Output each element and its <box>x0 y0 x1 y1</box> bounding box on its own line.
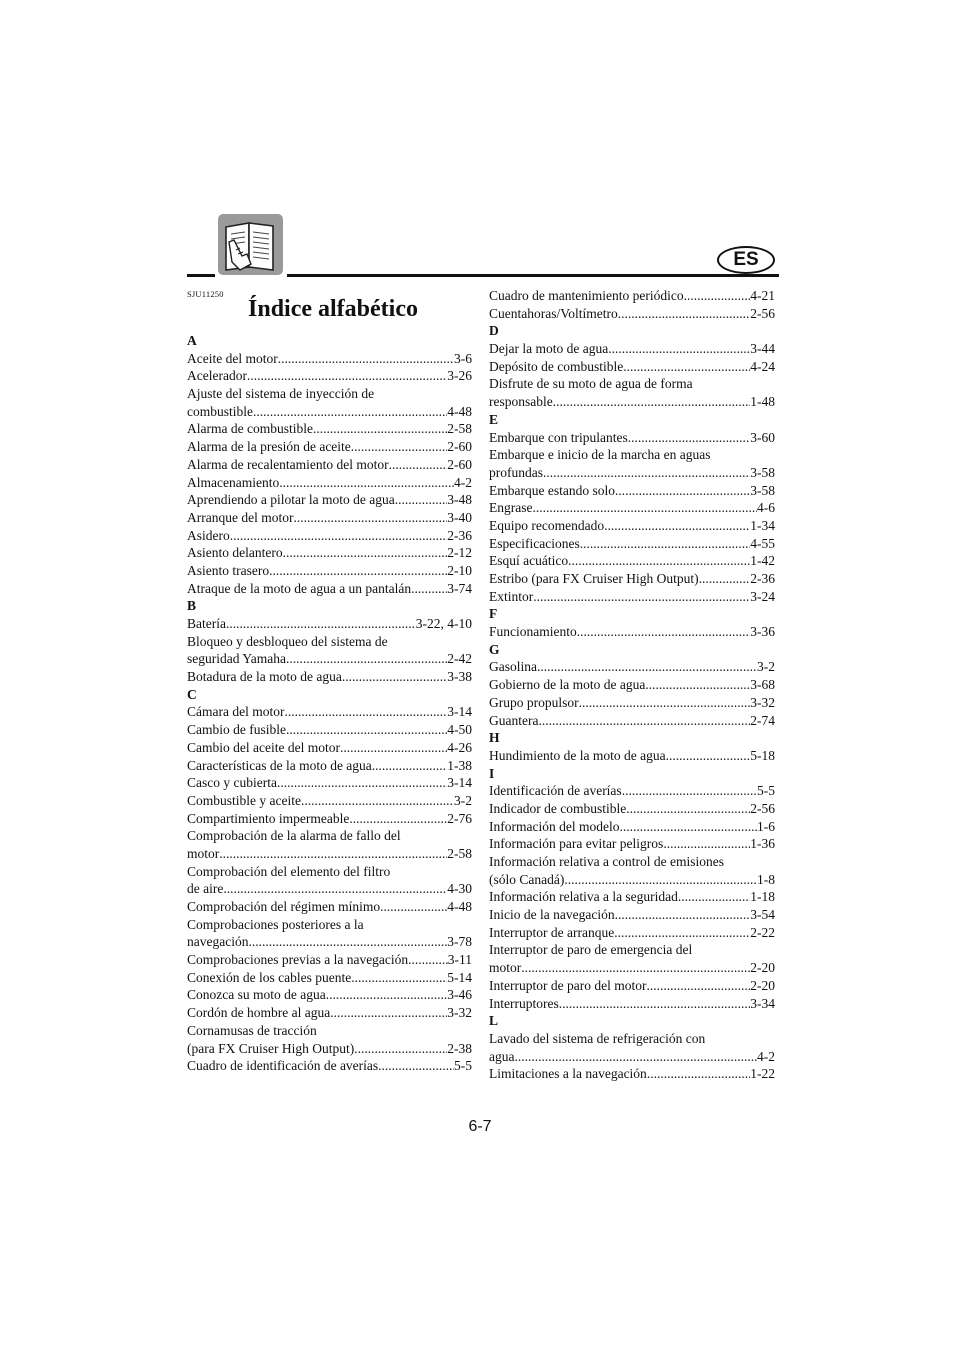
index-entry-text: Alarma de recalentamiento del motor <box>187 456 389 472</box>
index-entry-text: Embarque estando solo <box>489 482 615 498</box>
index-entry-text: Cuadro de mantenimiento periódico <box>489 288 684 303</box>
index-column-left <box>187 332 472 1075</box>
dot-leader <box>378 1057 454 1075</box>
dot-leader <box>618 305 751 323</box>
index-entry-text: Asiento trasero <box>187 562 270 578</box>
index-entry-page: 2-42 <box>447 651 472 667</box>
index-letter-heading: E <box>489 411 499 427</box>
index-entry-page: 4-21 <box>750 288 775 303</box>
index-entry <box>187 367 472 385</box>
index-entry-page: 1-48 <box>750 394 775 410</box>
index-entry-page: 1-6 <box>757 818 775 834</box>
dot-leader <box>351 969 447 987</box>
dot-leader <box>283 544 448 562</box>
index-entry <box>489 340 775 358</box>
index-entry-text: Cambio de fusible <box>187 722 286 738</box>
language-badge: ES <box>717 246 775 274</box>
index-entry <box>489 782 775 800</box>
index-entry-text: Aceite del motor <box>187 350 278 366</box>
index-entry-text: Cornamusas de tracción <box>187 1022 317 1038</box>
index-entry-page: 3-38 <box>447 669 472 685</box>
dot-leader <box>684 287 751 305</box>
index-entry-text: Disfrute de su moto de agua de forma <box>489 376 693 392</box>
index-entry-page: 3-74 <box>447 580 472 596</box>
index-entry-text: Bloqueo y desbloqueo del sistema de <box>187 633 388 649</box>
index-entry <box>187 933 472 951</box>
dot-leader <box>395 491 448 509</box>
index-entry-text: Atraque de la moto de agua a un pantalán <box>187 580 412 596</box>
index-entry <box>187 1057 472 1075</box>
dot-leader <box>278 350 454 368</box>
index-entry-text: Batería <box>187 616 226 631</box>
index-entry-text: Compartimiento impermeable <box>187 810 350 826</box>
dot-leader <box>340 739 447 757</box>
dot-leader <box>559 995 751 1013</box>
index-entry-text: Funcionamiento <box>489 624 577 640</box>
index-entry-text: Almacenamiento <box>187 474 280 490</box>
index-entry-page: 2-38 <box>447 1040 472 1056</box>
index-entry-text: motor <box>489 960 522 976</box>
index-entry-text: Lavado del sistema de refrigeración con <box>489 1030 706 1046</box>
index-entry-text: Gasolina <box>489 659 537 675</box>
index-entry-page: 3-36 <box>750 624 775 640</box>
index-entry <box>489 835 775 853</box>
index-entry <box>489 676 775 694</box>
index-entry-page: 3-40 <box>447 509 472 525</box>
index-entry-text: Comprobación de la alarma de fallo del <box>187 828 401 844</box>
index-entry <box>187 986 472 1004</box>
dot-leader <box>351 438 447 456</box>
index-entry-text: Cámara del motor <box>187 704 285 720</box>
dot-leader <box>223 880 447 898</box>
dot-leader <box>286 721 447 739</box>
index-entry-page: 4-24 <box>750 358 775 374</box>
index-entry <box>187 969 472 987</box>
index-entry-text: Aprendiendo a pilotar la moto de agua <box>187 492 395 508</box>
index-entry <box>187 703 472 721</box>
dot-leader <box>538 712 750 730</box>
dot-leader <box>564 871 757 889</box>
dot-leader <box>614 924 750 942</box>
page-title: Índice alfabético <box>248 296 418 322</box>
index-entry-text: Información para evitar peligros <box>489 836 664 852</box>
index-entry-page: 2-60 <box>447 439 472 455</box>
index-entry-text: Interruptor de arranque <box>489 924 615 940</box>
index-entry <box>489 287 775 305</box>
index-entry-text: Combustible y aceite <box>187 792 301 808</box>
index-entry-page: 2-36 <box>447 527 472 543</box>
index-entry-text: Esquí acuático <box>489 553 569 569</box>
index-entry <box>489 499 775 517</box>
index-entry-page: 1-42 <box>750 553 775 569</box>
index-entry-text: Limitaciones a la navegación <box>489 1066 647 1082</box>
index-entry-page: 3-58 <box>750 464 775 480</box>
index-entry-text: Cuentahoras/Voltímetro <box>489 305 618 321</box>
index-entry <box>489 977 775 995</box>
dot-leader <box>277 774 447 792</box>
index-entry <box>187 491 472 509</box>
index-entry-text: Arranque del motor <box>187 509 294 525</box>
index-entry <box>489 694 775 712</box>
index-entry-page: 3-14 <box>447 775 472 791</box>
index-entry-text: Interruptor de paro de emergencia del <box>489 942 693 958</box>
dot-leader <box>579 694 751 712</box>
index-entry-text: Hundimiento de la moto de agua <box>489 747 666 763</box>
index-entry-page: 3-48 <box>447 492 472 508</box>
manual-book-pointing-hand-icon <box>218 214 283 275</box>
index-entry <box>187 951 472 969</box>
index-entry <box>489 570 775 588</box>
index-entry <box>187 615 472 633</box>
index-entry <box>489 888 775 906</box>
index-entry <box>187 562 472 580</box>
index-entry <box>489 658 775 676</box>
index-entry <box>489 464 775 482</box>
dot-leader <box>253 403 447 421</box>
index-entry-page: 5-5 <box>757 783 775 799</box>
index-entry-text: Inicio de la navegación <box>489 907 615 923</box>
dot-leader <box>663 835 750 853</box>
index-entry <box>489 393 775 411</box>
index-letter-heading: L <box>489 1013 499 1029</box>
page-number: 6-7 <box>468 1118 492 1135</box>
dot-leader <box>293 509 447 527</box>
index-entry-page: 2-10 <box>447 562 472 578</box>
index-entry-page: 1-34 <box>750 517 775 533</box>
section-code: SJU11250 <box>187 289 224 299</box>
index-entry <box>187 456 472 474</box>
index-entry <box>489 517 775 535</box>
index-entry <box>187 1004 472 1022</box>
index-entry-page: 2-60 <box>447 456 472 472</box>
dot-leader <box>623 358 750 376</box>
index-entry-page: 4-30 <box>447 881 472 897</box>
index-entry-text: Extintor <box>489 588 534 604</box>
index-letter-heading: B <box>187 598 197 614</box>
index-entry-page: 2-74 <box>750 712 775 728</box>
index-entry-page: 1-8 <box>757 871 775 887</box>
dot-leader <box>626 800 750 818</box>
index-entry-text: Comprobaciones posteriores a la <box>187 916 364 932</box>
dot-leader <box>301 792 454 810</box>
index-entry-text: Comprobaciones previas a la navegación <box>187 952 409 968</box>
index-entry <box>187 845 472 863</box>
index-entry-page: 4-26 <box>447 739 472 755</box>
index-entry <box>187 880 472 898</box>
dot-leader <box>645 676 750 694</box>
dot-leader <box>219 845 447 863</box>
dot-leader <box>313 420 447 438</box>
dot-leader <box>514 1048 757 1066</box>
index-entry-page: 2-76 <box>447 810 472 826</box>
index-entry-text: Asidero <box>187 527 230 543</box>
index-entry-text: Alarma de combustible <box>187 421 313 437</box>
index-entry-text: (para FX Cruiser High Output) <box>187 1040 355 1056</box>
index-entry <box>187 650 472 668</box>
index-entry <box>187 774 472 792</box>
index-entry-text: agua <box>489 1048 515 1064</box>
index-entry <box>489 623 775 641</box>
index-entry-text: Guantera <box>489 712 539 728</box>
index-entry <box>187 509 472 527</box>
index-entry-text: Comprobación del elemento del filtro <box>187 863 391 879</box>
index-entry-text: Identificación de averías <box>489 783 622 799</box>
index-entry <box>489 871 775 889</box>
index-entry <box>187 438 472 456</box>
dot-leader <box>537 658 757 676</box>
dot-leader <box>568 552 750 570</box>
index-entry-text: Conozca su moto de agua <box>187 987 326 1003</box>
index-entry <box>489 712 775 730</box>
index-entry-text: Embarque con tripulantes <box>489 429 628 445</box>
index-entry-page: 3-78 <box>447 934 472 950</box>
dot-leader <box>615 482 750 500</box>
dot-leader <box>619 818 757 836</box>
index-letter-heading: H <box>489 730 500 746</box>
dot-leader <box>666 747 751 765</box>
index-entry-page: 3-6 <box>454 350 472 366</box>
index-entry-text: Botadura de la moto de agua <box>187 669 342 685</box>
index-entry-text: Interruptor de paro del motor <box>489 977 647 993</box>
index-entry-page: 3-58 <box>750 482 775 498</box>
index-entry-page: 5-14 <box>447 969 472 985</box>
dot-leader <box>533 588 750 606</box>
index-entry <box>187 721 472 739</box>
dot-leader <box>342 668 447 686</box>
dot-leader <box>577 623 751 641</box>
index-entry-page: 5-18 <box>750 747 775 763</box>
index-entry-page: 2-20 <box>750 960 775 976</box>
index-entry-text: seguridad Yamaha <box>187 651 286 667</box>
index-entry-text: Información del modelo <box>489 818 620 834</box>
index-entry-page: 2-36 <box>750 571 775 586</box>
index-entry-text: Ajuste del sistema de inyección de <box>187 386 375 402</box>
dot-leader <box>269 562 447 580</box>
index-entry-page: 2-22 <box>750 924 775 940</box>
dot-leader <box>389 456 448 474</box>
index-entry <box>187 668 472 686</box>
dot-leader <box>628 429 751 447</box>
dot-leader <box>248 933 447 951</box>
index-entry-page: 3-32 <box>447 1005 472 1021</box>
index-entry <box>489 1065 775 1083</box>
dot-leader <box>678 888 750 906</box>
index-letter-heading: I <box>489 765 495 781</box>
dot-leader <box>604 517 750 535</box>
index-entry-page: 4-50 <box>447 722 472 738</box>
index-entry <box>187 739 472 757</box>
index-entry-page: 1-38 <box>447 757 472 773</box>
index-entry-page: 4-55 <box>750 535 775 551</box>
dot-leader <box>284 703 447 721</box>
index-entry-page: 2-12 <box>447 545 472 561</box>
index-entry <box>489 995 775 1013</box>
index-entry-text: Grupo propulsor <box>489 694 579 710</box>
index-entry-page: 3-24 <box>750 588 775 604</box>
index-entry-page: 2-58 <box>447 421 472 437</box>
index-entry <box>187 810 472 828</box>
index-entry-text: Características de la moto de agua <box>187 757 372 773</box>
index-entry <box>187 792 472 810</box>
index-entry <box>489 1048 775 1066</box>
dot-leader <box>608 340 750 358</box>
dot-leader <box>699 570 751 588</box>
dot-leader <box>411 580 447 598</box>
index-entry-page: 1-36 <box>750 836 775 852</box>
dot-leader <box>326 986 448 1004</box>
index-entry-text: Embarque e inicio de la marcha en aguas <box>489 447 711 463</box>
index-entry-page: 3-11 <box>447 952 472 968</box>
index-entry-page: 1-22 <box>750 1066 775 1082</box>
dot-leader <box>380 898 447 916</box>
index-entry <box>187 403 472 421</box>
index-entry-page: 3-22, 4-10 <box>415 616 472 631</box>
index-entry-text: Estribo (para FX Cruiser High Output) <box>489 571 699 586</box>
index-entry-page: 3-60 <box>750 429 775 445</box>
index-entry-page: 3-14 <box>447 704 472 720</box>
index-entry-page: 3-54 <box>750 907 775 923</box>
index-entry-text: Conexión de los cables puente <box>187 969 352 985</box>
index-entry <box>489 552 775 570</box>
index-entry-page: 2-58 <box>447 845 472 861</box>
index-entry-text: Asiento delantero <box>187 545 283 561</box>
index-entry <box>187 544 472 562</box>
index-entry-text: Comprobación del régimen mínimo <box>187 899 381 914</box>
dot-leader <box>349 810 447 828</box>
index-entry <box>489 800 775 818</box>
dot-leader <box>553 393 751 411</box>
index-entry-page: 2-56 <box>750 305 775 321</box>
index-entry <box>187 527 472 545</box>
index-entry-text: profundas <box>489 464 543 480</box>
index-entry-text: Cordón de hombre al agua <box>187 1005 331 1021</box>
index-entry-text: Indicador de combustible <box>489 800 627 816</box>
index-entry-text: (sólo Canadá) <box>489 871 565 887</box>
index-entry-text: responsable <box>489 394 553 410</box>
index-entry <box>489 305 775 323</box>
index-entry-text: combustible <box>187 403 253 419</box>
index-entry-page: 4-48 <box>447 403 472 419</box>
index-entry-text: Cambio del aceite del motor <box>187 739 340 755</box>
index-entry-text: Interruptores <box>489 995 559 1011</box>
index-entry-page: 3-46 <box>447 987 472 1003</box>
index-entry-text: Engrase <box>489 500 533 516</box>
index-entry-page: 4-2 <box>757 1048 775 1064</box>
index-letter-heading: F <box>489 606 498 622</box>
index-entry-text: Equipo recomendado <box>489 517 605 533</box>
index-letter-heading: G <box>489 641 500 657</box>
index-entry-text: motor <box>187 845 220 861</box>
index-letter-heading: D <box>489 323 499 339</box>
dot-leader <box>521 959 750 977</box>
index-entry-page: 5-5 <box>454 1058 472 1074</box>
index-entry-text: Información relativa a control de emisiones <box>489 854 725 869</box>
index-entry <box>489 959 775 977</box>
index-entry <box>187 420 472 438</box>
index-entry <box>187 1040 472 1058</box>
index-entry-page: 2-56 <box>750 800 775 816</box>
index-entry-text: Información relativa a la seguridad <box>489 889 678 905</box>
dot-leader <box>330 1004 447 1022</box>
index-entry-page: 3-32 <box>750 694 775 710</box>
index-entry <box>187 350 472 368</box>
index-entry-text: Gobierno de la moto de agua <box>489 677 646 693</box>
index-entry <box>489 482 775 500</box>
index-entry-text: Depósito de combustible <box>489 358 624 374</box>
dot-leader <box>230 527 448 545</box>
dot-leader <box>226 615 416 633</box>
index-entry <box>489 429 775 447</box>
dot-leader <box>286 650 447 668</box>
dot-leader <box>247 367 447 385</box>
index-column-right <box>489 287 775 1083</box>
index-entry-page: 4-6 <box>757 500 775 516</box>
index-entry <box>187 898 472 916</box>
index-entry <box>489 924 775 942</box>
index-entry <box>489 747 775 765</box>
index-entry <box>489 358 775 376</box>
index-entry <box>489 906 775 924</box>
index-entry-text: Acelerador <box>187 368 247 384</box>
index-letter-heading: A <box>187 333 197 348</box>
index-entry-page: 3-34 <box>750 995 775 1011</box>
index-entry <box>187 757 472 775</box>
index-entry <box>489 818 775 836</box>
index-entry-page: 2-20 <box>750 977 775 993</box>
index-entry-text: navegación <box>187 934 249 950</box>
index-entry <box>187 580 472 598</box>
dot-leader <box>646 977 750 995</box>
index-entry-page: 3-68 <box>750 677 775 693</box>
index-entry-text: Cuadro de identificación de averías <box>187 1058 379 1074</box>
index-entry-text: Casco y cubierta <box>187 775 277 791</box>
dot-leader <box>372 757 447 775</box>
index-entry <box>489 535 775 553</box>
header-rule-left <box>187 274 215 277</box>
index-entry-page: 1-18 <box>750 889 775 905</box>
index-entry-text: Especificaciones <box>489 535 580 551</box>
header-rule-right <box>287 274 779 277</box>
dot-leader <box>408 951 448 969</box>
index-entry-page: 3-26 <box>447 368 472 384</box>
index-entry <box>489 588 775 606</box>
dot-leader <box>279 474 454 492</box>
index-entry-page: 4-2 <box>454 474 472 490</box>
dot-leader <box>647 1065 750 1083</box>
dot-leader <box>615 906 751 924</box>
index-entry-text: Alarma de la presión de aceite <box>187 439 351 455</box>
dot-leader <box>532 499 757 517</box>
index-entry-page: 3-2 <box>757 659 775 675</box>
index-letter-heading: C <box>187 686 197 702</box>
index-entry <box>187 474 472 492</box>
index-entry-text: Dejar la moto de agua <box>489 341 609 357</box>
index-entry-page: 3-2 <box>454 792 472 808</box>
dot-leader <box>580 535 751 553</box>
dot-leader <box>543 464 750 482</box>
dot-leader <box>354 1040 447 1058</box>
index-entry-page: 3-44 <box>750 341 775 357</box>
index-entry-page: 4-48 <box>447 899 472 914</box>
index-entry-text: de aire <box>187 881 224 897</box>
dot-leader <box>622 782 757 800</box>
